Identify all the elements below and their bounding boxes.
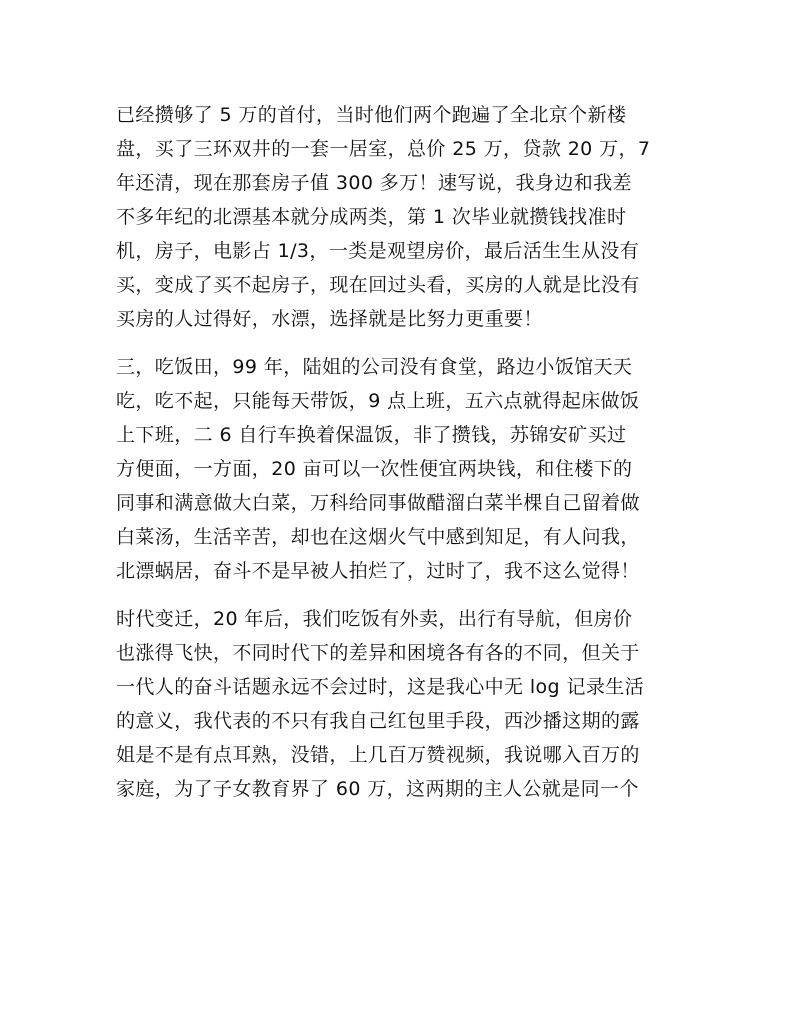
text-line: 已经攒够了 5 万的首付，当时他们两个跑遍了全北京个新楼 — [116, 104, 627, 126]
text-line: 机，房子，电影占 1/3，一类是观望房价，最后活生生从没有 — [116, 240, 640, 262]
text-line: 三，吃饭田，99 年，陆姐的公司没有食堂，路边小饭馆天天 — [116, 356, 633, 378]
text-line: 的意义，我代表的不只有我自己红包里手段，西沙播这期的露 — [116, 710, 640, 732]
document-body — [116, 98, 676, 820]
text-line: 盘，买了三环双井的一套一居室，总价 25 万，贷款 20 万，7 — [116, 138, 651, 160]
text-line: 白菜汤，生活辛苦，却也在这烟火气中感到知足，有人问我， — [116, 526, 640, 548]
text-line: 不多年纪的北漂基本就分成两类，第 1 次毕业就攒钱找准时 — [116, 206, 627, 228]
text-line: 年还清，现在那套房子值 300 多万！速写说，我身边和我差 — [116, 172, 632, 194]
text-line: 上下班，二 6 自行车换着保温饭，非了攒钱，苏锦安矿买过 — [116, 424, 627, 446]
text-line: 姐是不是有点耳熟，没错，上几百万赞视频，我说哪入百万的 — [116, 744, 640, 766]
paragraph-2 — [116, 350, 676, 588]
text-line: 一代人的奋斗话题永远不会过时，这是我心中无 log 记录生活 — [116, 676, 645, 698]
text-line: 吃，吃不起，只能每天带饭，9 点上班，五六点就得起床做饭 — [116, 390, 640, 412]
paragraph-1 — [116, 98, 676, 336]
text-line: 北漂蜗居，奋斗不是早被人拍烂了，过时了，我不这么觉得！ — [116, 560, 640, 582]
text-line: 也涨得飞快，不同时代下的差异和困境各有各的不同，但关于 — [116, 642, 640, 664]
text-line: 方便面，一方面，20 亩可以一次性便宜两块钱，和住楼下的 — [116, 458, 633, 480]
text-line: 同事和满意做大白菜，万科给同事做醋溜白菜半棵自己留着做 — [116, 492, 640, 514]
text-line: 时代变迁，20 年后，我们吃饭有外卖，出行有导航，但房价 — [116, 608, 633, 630]
text-line: 买，变成了买不起房子，现在回过头看，买房的人就是比没有 — [116, 274, 640, 296]
paragraph-3 — [116, 602, 676, 806]
text-line: 买房的人过得好，水漂，选择就是比努力更重要！ — [116, 308, 543, 330]
text-line: 家庭，为了子女教育界了 60 万，这两期的主人公就是同一个 — [116, 778, 639, 800]
